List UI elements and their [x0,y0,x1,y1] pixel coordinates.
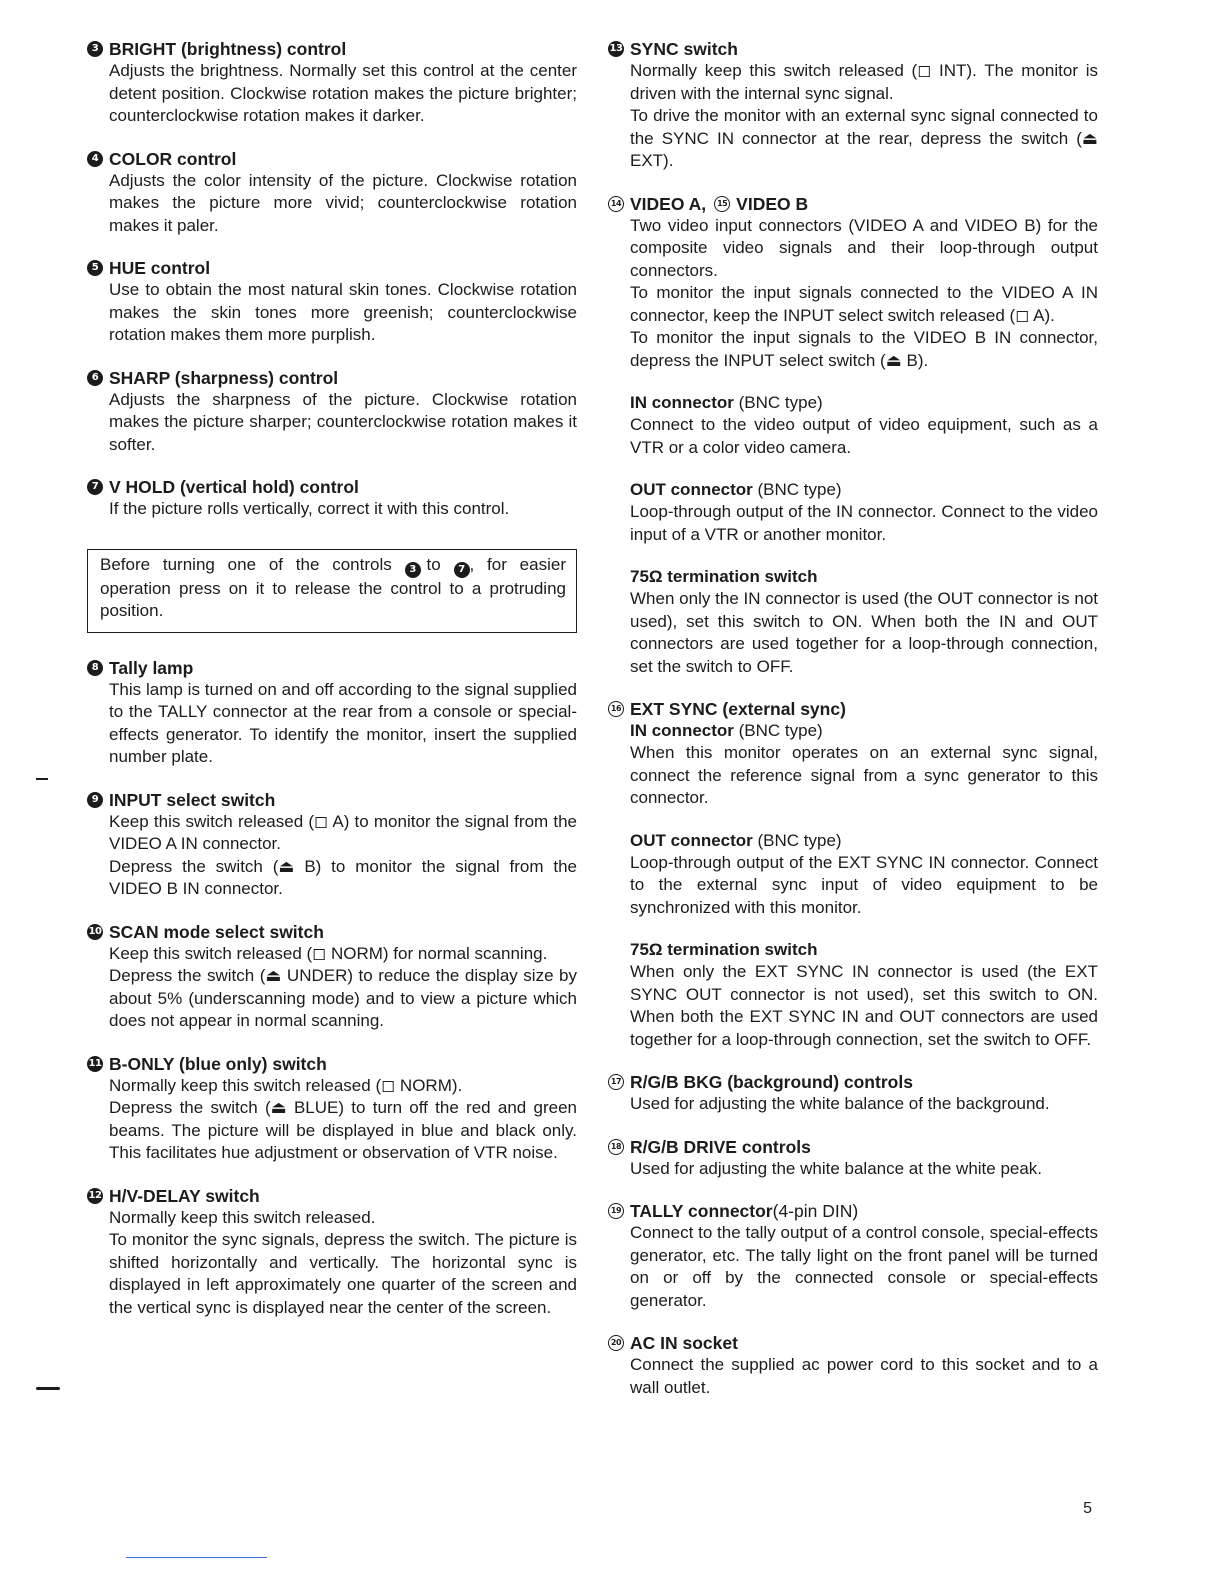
section-heading [87,1053,577,1075]
circled-number: 14 [608,196,624,212]
section-body [87,943,577,1033]
section-heading [608,38,1098,60]
paragraph: Used for adjusting the white balance of the background. [630,1094,1050,1113]
circled-number: 20 [608,1335,624,1351]
circled-number: 12 [87,1188,103,1204]
circled-number: 7 [87,479,103,495]
section-title: SYNC switch [630,39,738,59]
section-body [87,1207,577,1320]
circled-number: 3 [87,41,103,57]
section-body [87,679,577,769]
section [87,476,577,521]
note-text-end: , for easier operation press on it to release the control to a protruding position. [100,554,566,620]
section-title: INPUT select switch [109,789,276,810]
subsection-heading [630,830,1098,852]
paragraph: Depress the switch (⏏ B) to monitor the signal from the VIDEO B IN connector. [109,856,577,898]
section-title: SCAN mode select switch [109,921,324,942]
subsection-title: OUT connector [630,830,753,850]
subsection-title: 75Ω termination switch [630,567,818,586]
section-title: COLOR control [109,148,237,169]
section [87,1185,577,1320]
page-number: 5 [1083,1500,1092,1517]
circled-number: 18 [608,1139,624,1155]
subsection [608,939,1098,1051]
circled-number: 3 [405,562,421,578]
circled-number: 10 [87,924,103,940]
paragraph: When this monitor operates on an external sync signal, connect the reference signal from a sync generator to this connector. [630,743,1098,807]
circled-number: 16 [608,701,624,717]
section [87,789,577,901]
subsection-body [630,852,1098,920]
subsection-title-suffix: (BNC type) [752,830,842,850]
section-body [608,1222,1098,1312]
section-title-suffix: (4-pin DIN) [772,1201,859,1221]
paragraph: Normally keep this switch released. [109,1207,376,1227]
section [87,38,577,128]
section-body [87,170,577,238]
right-column [608,38,1098,1419]
paragraph: Depress the switch (⏏ BLUE) to turn off the red and green beams. The picture will be displayed in blue and black only. This facilitates hue adjustment or observation of VTR noise. [109,1098,577,1162]
paragraph: Depress the switch (⏏ UNDER) to reduce the display size by about 5% (underscanning mode) and to view a picture which does not appear in normal scanning. [109,966,577,1030]
section-title: BRIGHT (brightness) control [109,39,347,59]
paragraph: When only the EXT SYNC IN connector is used (the EXT SYNC OUT connector is not used), set this switch to ON. When both the EXT SYNC IN and OUT connectors are used together for a loop-through connection, set the switch to OFF. [630,962,1098,1049]
section-title: VIDEO A, [630,193,707,214]
section [608,38,1098,173]
section-title: AC IN socket [630,1333,738,1353]
subsection-heading [630,566,1098,588]
section-title: R/G/B DRIVE controls [630,1136,811,1157]
paragraph: Normally keep this switch released (◻ INT). The monitor is driven with the internal sync signal. [630,61,1098,103]
paragraph: Adjusts the sharpness of the picture. Clockwise rotation makes the picture sharper; counterclockwise rotation makes it softer. [109,389,577,454]
section-body [608,1354,1098,1399]
section-body [608,215,1098,373]
paragraph: This lamp is turned on and off according to the signal supplied to the TALLY connector at the rear from a console or special-effects generator. To identify the monitor, insert the supplied number plate. [109,679,577,766]
circled-number: 5 [87,260,103,276]
subsection-body [630,414,1098,459]
section [87,1053,577,1165]
paragraph: To monitor the sync signals, depress the switch. The picture is shifted horizontally and vertically. The horizontal sync is displayed in left approximately one quarter of the screen and the vertical sync is displayed near the center of the screen. [109,1230,577,1317]
paragraph: Two video input connectors (VIDEO A and VIDEO B) for the composite video signals and their loop-through output connectors. [630,215,1098,280]
margin-mark [36,778,48,780]
subsection-title: IN connector [630,393,734,412]
section-heading [87,148,577,170]
note-box [87,549,577,633]
section-title: VIDEO B [736,193,809,214]
paragraph: Loop-through output of the EXT SYNC IN connector. Connect to the external sync input of video equipment to be synchronized with this monitor. [630,852,1098,917]
section-title: EXT SYNC (external sync) [630,699,846,719]
section-heading [87,38,577,60]
circled-number: 13 [608,41,624,57]
section-heading [608,1200,1098,1222]
circled-number: 17 [608,1074,624,1090]
subsection [608,720,1098,810]
subsection [608,392,1098,459]
section-body [87,811,577,901]
paragraph: Loop-through output of the IN connector. Connect to the video input of a VTR or another monitor. [630,502,1098,544]
paragraph: Connect to the tally output of a control console, special-effects generator, etc. The tally light on the front panel will be turned on or off by the connected console or special-effects generator. [630,1223,1098,1310]
section-body [87,389,577,457]
subsection [608,566,1098,678]
section-heading [87,789,577,811]
subsection-body [630,588,1098,678]
section-heading [87,1185,577,1207]
section-title: TALLY connector [630,1201,773,1221]
section-heading [87,657,577,679]
subsection-title-suffix: (BNC type) [733,393,823,412]
note-to: to [426,554,441,574]
section [87,367,577,457]
section-title: HUE control [109,258,211,278]
circled-number: 15 [714,196,730,212]
paragraph: To monitor the input signals to the VIDEO B IN connector, depress the INPUT select switch (⏏ B). [630,328,1098,370]
paragraph: To monitor the input signals connected to the VIDEO A IN connector, keep the INPUT select switch released (◻ A). [630,283,1098,325]
section [608,1071,1098,1116]
circled-number: 8 [87,660,103,676]
paragraph: Keep this switch released (◻ NORM) for normal scanning. [109,943,548,963]
subsection-title-suffix: (BNC type) [733,721,823,740]
section-heading [608,1136,1098,1158]
margin-mark [36,1387,60,1390]
circled-number: 19 [608,1203,624,1219]
section-heading [87,921,577,943]
section-heading [87,257,577,279]
section-body [87,279,577,347]
section-tally-connector [608,1200,1098,1312]
section-heading [608,1071,1098,1093]
section-body [87,498,577,521]
section-body [608,1093,1098,1116]
section-heading [608,193,1098,215]
note-text: Before turning one of the controls [100,554,392,574]
paragraph: Used for adjusting the white balance at the white peak. [630,1158,1043,1178]
paragraph: Connect the supplied ac power cord to this socket and to a wall outlet. [630,1355,1098,1397]
circled-number: 4 [87,151,103,167]
section [87,657,577,769]
section [87,921,577,1033]
section-title: R/G/B BKG (background) controls [630,1072,913,1092]
section-title: V HOLD (vertical hold) control [109,477,359,497]
section-body [87,1075,577,1165]
subsection-title: 75Ω termination switch [630,940,818,959]
paragraph: Keep this switch released (◻ A) to monitor the signal from the VIDEO A IN connector. [109,811,577,853]
section-ac-in [608,1332,1098,1399]
section [608,1136,1098,1181]
section-video [608,193,1098,373]
subsection-title: OUT connector [630,480,753,499]
subsection-title: IN connector [630,721,734,740]
paragraph: Adjusts the color intensity of the picture. Clockwise rotation makes the picture more vivid; counterclockwise rotation makes it paler. [109,170,577,235]
section-heading [608,1332,1098,1354]
section-title: SHARP (sharpness) control [109,367,339,388]
bottom-rule [126,1557,267,1558]
section-body [87,60,577,128]
paragraph: Adjusts the brightness. Normally set this control at the center detent position. Clockwise rotation makes the picture brighter; counterclockwise rotation makes it darker. [109,61,577,125]
section [87,257,577,347]
subsection-title-suffix: (BNC type) [752,480,842,499]
section-title: H/V-DELAY switch [109,1185,260,1206]
subsection-heading [630,939,1098,961]
section-body [608,60,1098,173]
paragraph: To drive the monitor with an external sync signal connected to the SYNC IN connector at the rear, depress the switch (⏏ EXT). [630,106,1098,170]
section-heading [608,698,1098,720]
paragraph: If the picture rolls vertically, correct it with this control. [109,499,510,518]
subsection-heading [630,479,1098,501]
subsection-body [630,501,1098,546]
left-column [87,38,577,1339]
section-body [608,1158,1098,1181]
subsection-heading [630,720,1098,742]
section-title: Tally lamp [109,657,194,678]
section-heading [87,367,577,389]
circled-number: 11 [87,1056,103,1072]
subsection-heading [630,392,1098,414]
paragraph: Use to obtain the most natural skin tones. Clockwise rotation makes the skin tones more greenish; counterclockwise rotation makes them more purplish. [109,280,577,344]
section-heading [87,476,577,498]
section [87,148,577,238]
paragraph: When only the IN connector is used (the OUT connector is not used), set this switch to ON. When both the IN and OUT connectors are used together for a loop-through connection, set the switch to OFF. [630,589,1098,676]
paragraph: Normally keep this switch released (◻ NORM). [109,1075,463,1095]
paragraph: Connect to the video output of video equipment, such as a VTR or a color video camera. [630,415,1098,457]
circled-number: 9 [87,792,103,808]
circled-number: 6 [87,370,103,386]
section-ext-sync [608,698,1098,720]
subsection-body [630,742,1098,810]
section-title: B-ONLY (blue only) switch [109,1053,327,1074]
subsection [608,479,1098,546]
subsection [608,830,1098,920]
circled-number: 7 [454,562,470,578]
subsection-body [630,961,1098,1051]
